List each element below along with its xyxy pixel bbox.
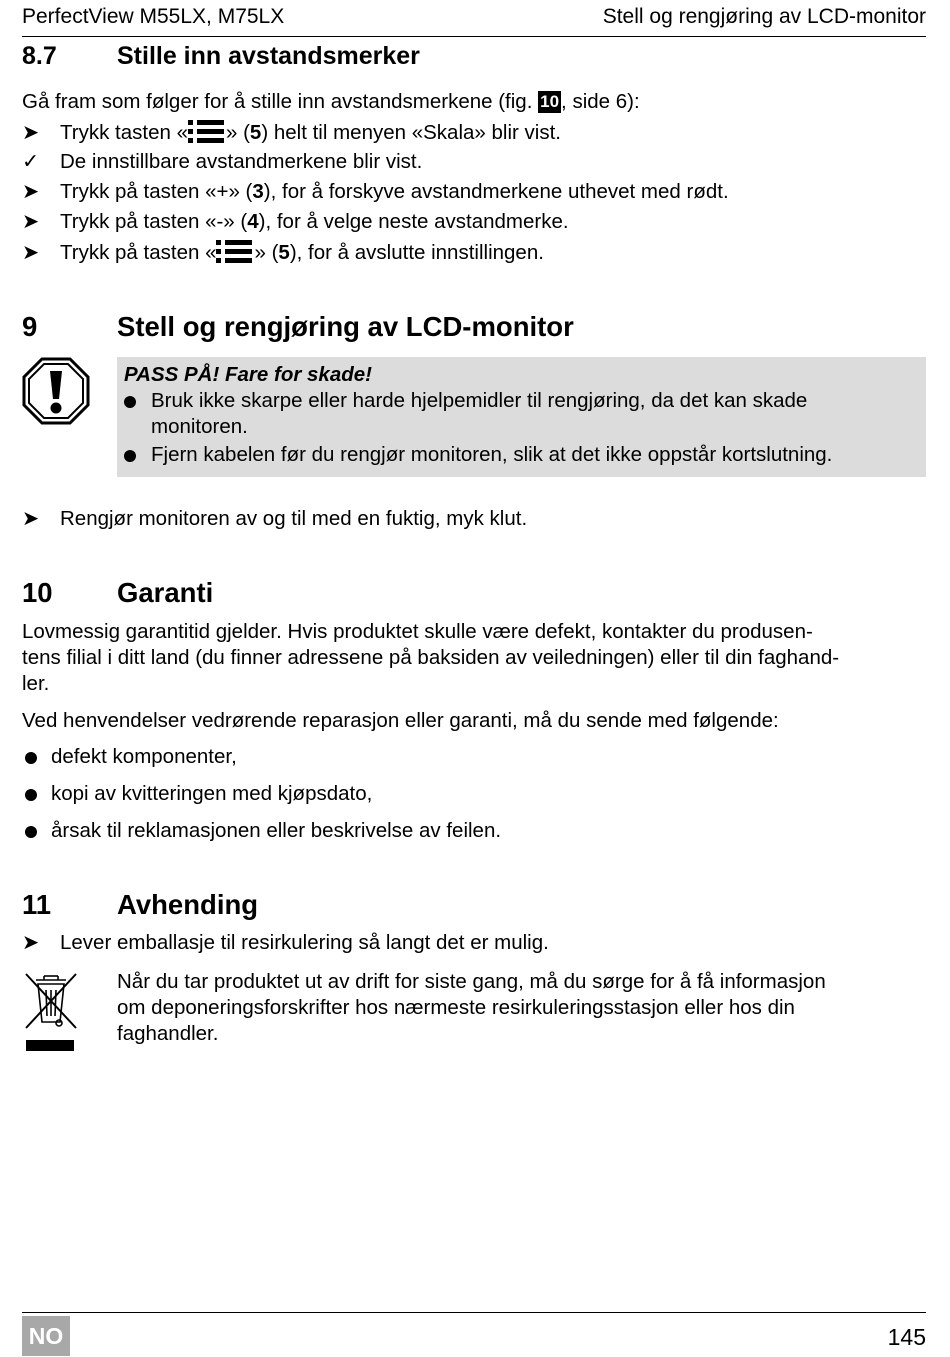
header-chapter: Stell og rengjøring av LCD-monitor <box>602 5 926 28</box>
menu-key-icon <box>216 239 254 263</box>
list-item: defekt komponenter, <box>25 744 237 770</box>
page-number: 145 <box>887 1324 926 1350</box>
footer-divider <box>22 1312 926 1313</box>
menu-key-icon <box>188 119 226 143</box>
section-number: 10 <box>22 577 53 608</box>
step-item: ➤ Rengjør monitoren av og til med en fuktig, myk klut. <box>22 507 528 530</box>
arrow-bullet: ➤ <box>22 507 40 530</box>
step-result: ✓ De innstillbare avstandmerkene blir vist. <box>22 150 423 173</box>
intro-line: Gå fram som følger for å stille inn avstandsmerkene (fig. 10, side 6): <box>22 90 640 113</box>
warning-octagon-icon <box>22 357 90 425</box>
warning-bullet: Fjern kabelen før du rengjør monitoren, slik at det ikke oppstår kortslutning. <box>124 442 926 468</box>
arrow-bullet: ➤ <box>22 180 40 203</box>
crossed-wheelie-bin-icon <box>22 970 80 1056</box>
check-icon: ✓ <box>22 150 40 173</box>
paragraph-warranty: Lovmessig garantitid gjelder. Hvis produktet skulle være defekt, kontakter du produsen- tens filial i ditt land (du finner adressene på baksiden av veiledningen) eller til din faghand- ler. <box>22 620 840 695</box>
arrow-bullet: ➤ <box>22 241 40 264</box>
arrow-bullet: ➤ <box>22 210 40 233</box>
step-item: ➤ Trykk på tasten « » (5), for å avslutte innstillingen. <box>22 241 544 264</box>
header-divider <box>22 36 926 37</box>
section-number: 8.7 <box>22 42 57 70</box>
bullet-dot <box>25 789 37 801</box>
arrow-bullet: ➤ <box>22 931 40 954</box>
paragraph-send-with: Ved henvendelser vedrørende reparasjon eller garanti, må du sende med følgende: <box>22 709 779 732</box>
list-item: kopi av kvitteringen med kjøpsdato, <box>25 781 372 807</box>
list-item: årsak til reklamasjonen eller beskrivelse av feilen. <box>25 818 501 844</box>
section-title: Stell og rengjøring av LCD-monitor <box>117 311 574 342</box>
section-title: Stille inn avstandsmerker <box>117 42 420 70</box>
bullet-dot <box>25 752 37 764</box>
bullet-dot <box>124 396 136 408</box>
language-badge: NO <box>22 1316 70 1356</box>
step-item: ➤ Trykk tasten « » (5) helt til menyen «Skala» blir vist. <box>22 121 561 144</box>
section-number: 9 <box>22 311 38 342</box>
figure-ref-badge: 10 <box>540 92 560 111</box>
paragraph-disposal: Når du tar produktet ut av drift for siste gang, må du sørge for å få informasjon om deponeringsforskrifter hos nærmeste resirkuleringsstasjon eller hos din faghandler. <box>117 970 826 1045</box>
warning-title: PASS PÅ! Fare for skade! <box>124 363 372 386</box>
section-title: Garanti <box>117 577 214 608</box>
header-product: PerfectView M55LX, M75LX <box>22 5 285 28</box>
step-item: ➤ Trykk på tasten «+» (3), for å forskyve avstandmerkene uthevet med rødt. <box>22 180 729 203</box>
bullet-dot <box>25 826 37 838</box>
bullet-dot <box>124 450 136 462</box>
arrow-bullet: ➤ <box>22 121 40 144</box>
section-title: Avhending <box>117 889 259 920</box>
step-item: ➤ Lever emballasje til resirkulering så langt det er mulig. <box>22 931 549 954</box>
section-number: 11 <box>22 889 52 920</box>
warning-bullet: Bruk ikke skarpe eller harde hjelpemidler til rengjøring, da det kan skade monitoren. <box>124 388 924 440</box>
step-item: ➤ Trykk på tasten «-» (4), for å velge neste avstandmerke. <box>22 210 569 233</box>
warning-box <box>117 357 926 477</box>
